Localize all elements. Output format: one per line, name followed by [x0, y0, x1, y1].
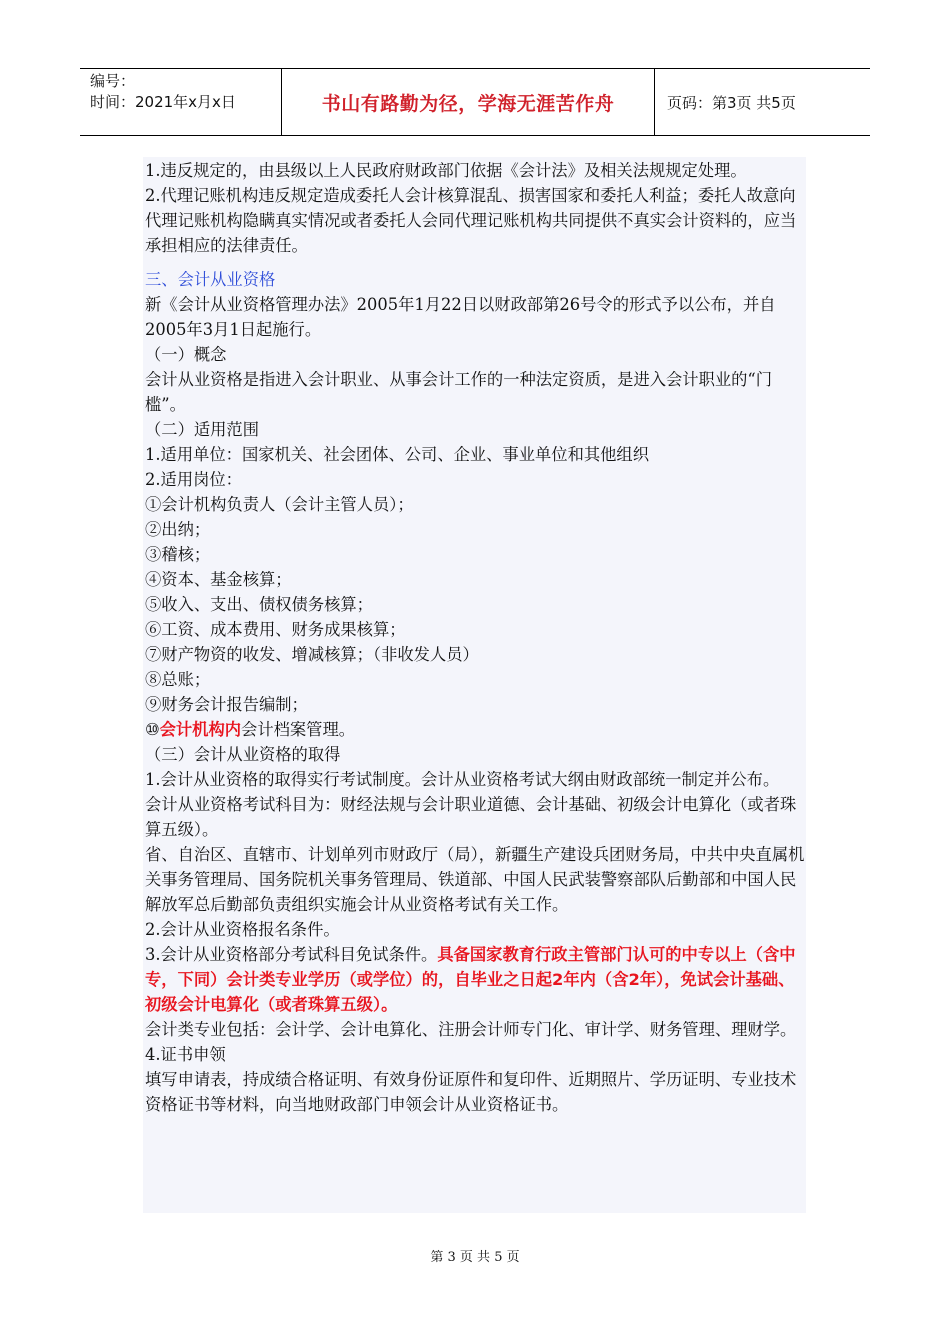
subsection-title: （二）适用范围 [145, 420, 259, 439]
paragraph: 省、自治区、直辖市、计划单列市财政厅（局），新疆生产建设兵团财务局，中共中央直属机关事务管理局、国务院机关事务管理局、铁道部、中国人民武装警察部队后勤部和中国人民解放军总后勤部负责组织实施会计从业资格考试有关工作。 [145, 845, 805, 914]
list-item: ⑨财务会计报告编制； [145, 695, 308, 714]
list-item-text: 会计档案管理。 [241, 720, 356, 739]
list-item [145, 717, 806, 742]
paragraph: 会计从业资格考试科目为：财经法规与会计职业道德、会计基础、初级会计电算化（或者珠算五级）。 [145, 795, 797, 839]
header-meta [80, 69, 282, 135]
document-body [143, 157, 806, 1213]
subsection-title: （三）会计从业资格的取得 [145, 745, 341, 764]
document-time: 时间：2021年x月x日 [90, 93, 236, 111]
page-header [80, 68, 870, 136]
paragraph-text: 3.会计从业资格部分考试科目免试条件。 [145, 945, 438, 964]
paragraph: 2.代理记账机构违反规定造成委托人会计核算混乱、损害国家和委托人利益；委托人故意向代理记账机构隐瞒真实情况或者委托人会同代理记账机构共同提供不真实会计资料的，应当承担相应的法律责任。 [145, 186, 797, 255]
highlight-text: 会计机构内 [159, 720, 242, 739]
page-footer: 第 3 页 共 5 页 [430, 1250, 520, 1265]
list-item: ⑥工资、成本费用、财务成果核算； [145, 620, 406, 639]
list-item: ⑤收入、支出、债权债务核算； [145, 595, 373, 614]
list-item: ③稽核； [145, 545, 211, 564]
list-item: ②出纳； [145, 520, 211, 539]
document-number-label: 编号： [90, 72, 136, 90]
section-title: 三、会计从业资格 [145, 270, 276, 289]
list-item: ①会计机构负责人（会计主管人员）； [145, 495, 414, 514]
list-item: ⑦财产物资的收发、增减核算；（非收发人员） [145, 645, 479, 664]
list-number: ⑩ [145, 720, 160, 739]
paragraph: 新《会计从业资格管理办法》2005年1月22日以财政部第26号令的形式予以公布，并自2005年3月1日起施行。 [145, 295, 776, 339]
paragraph: 会计类专业包括：会计学、会计电算化、注册会计师专门化、审计学、财务管理、理财学。 [145, 1020, 797, 1039]
paragraph: 1.违反规定的，由县级以上人民政府财政部门依据《会计法》及相关法规规定处理。 [145, 161, 747, 180]
list-item: ⑧总账； [145, 670, 211, 689]
list-item: ④资本、基金核算； [145, 570, 292, 589]
paragraph: 会计从业资格是指进入会计职业、从事会计工作的一种法定资质，是进入会计职业的“门槛”。 [145, 370, 773, 414]
highlight-text: 具备国家教育行政主管部门认可的中专以上（含中专，下同）会计类专业学历（或学位）的，自毕业之日起2年内（含2年），免试会计基础、初级会计电算化（或者珠算五级）。 [145, 945, 796, 1014]
paragraph: 1.会计从业资格的取得实行考试制度。会计从业资格考试大纲由财政部统一制定并公布。 [145, 770, 780, 789]
paragraph [145, 942, 806, 1017]
paragraph: 4.证书申领 [145, 1045, 226, 1064]
paragraph: 2.适用岗位： [145, 470, 242, 489]
header-page-info: 页码：第3页 共5页 [667, 93, 796, 112]
subsection-title: （一）概念 [145, 345, 227, 364]
paragraph: 2.会计从业资格报名条件。 [145, 920, 340, 939]
paragraph: 1.适用单位：国家机关、社会团体、公司、企业、事业单位和其他组织 [145, 445, 649, 464]
paragraph: 填写申请表，持成绩合格证明、有效身份证原件和复印件、近期照片、学历证明、专业技术资格证书等材料，向当地财政部门申领会计从业资格证书。 [145, 1070, 797, 1114]
header-motto: 书山有路勤为径，学海无涯苦作舟 [282, 69, 655, 135]
